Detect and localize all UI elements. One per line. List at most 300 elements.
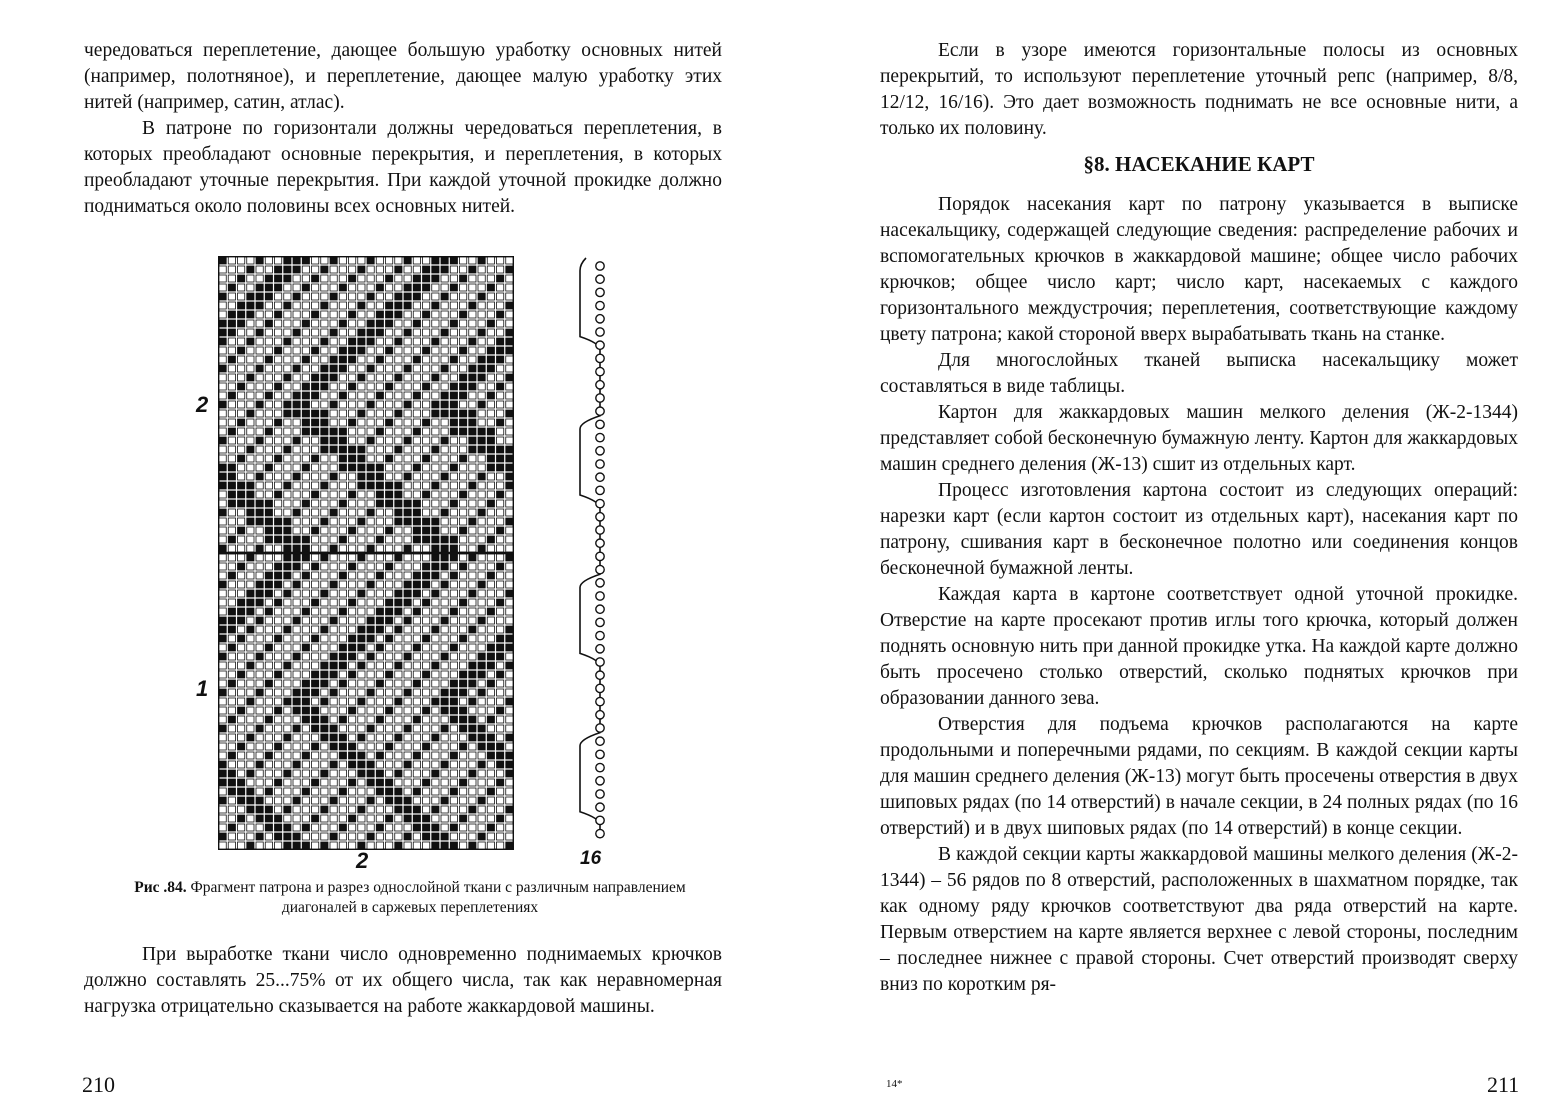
grid-cell	[506, 554, 513, 561]
grid-cell	[247, 635, 254, 642]
grid-cell	[423, 509, 430, 516]
grid-cell	[478, 311, 485, 318]
grid-cell	[367, 527, 374, 534]
grid-cell	[376, 590, 383, 597]
grid-cell	[395, 302, 402, 309]
grid-cell	[339, 680, 346, 687]
grid-cell	[238, 329, 245, 336]
weft-thread	[596, 579, 604, 587]
grid-cell	[386, 374, 393, 381]
grid-cell	[376, 788, 383, 795]
grid-cell	[460, 608, 467, 615]
grid-cell	[312, 752, 319, 759]
grid-cell	[339, 491, 346, 498]
grid-cell	[247, 419, 254, 426]
grid-cell	[478, 401, 485, 408]
grid-cell	[219, 671, 226, 678]
grid-cell	[487, 437, 494, 444]
grid-cell	[247, 356, 254, 363]
grid-cell	[506, 626, 513, 633]
grid-cell	[312, 770, 319, 777]
grid-cell	[404, 266, 411, 273]
grid-cell	[358, 356, 365, 363]
grid-cell	[460, 779, 467, 786]
grid-cell	[330, 536, 337, 543]
grid-cell	[506, 689, 513, 696]
grid-cell	[395, 680, 402, 687]
grid-cell	[450, 698, 457, 705]
weft-thread	[596, 777, 604, 785]
grid-cell	[330, 563, 337, 570]
grid-cell	[330, 419, 337, 426]
grid-cell	[284, 626, 291, 633]
grid-cell	[302, 293, 309, 300]
grid-cell	[321, 581, 328, 588]
grid-cell	[404, 635, 411, 642]
grid-cell	[441, 509, 448, 516]
grid-cell	[432, 770, 439, 777]
grid-cell	[367, 329, 374, 336]
grid-cell	[423, 779, 430, 786]
grid-cell	[478, 518, 485, 525]
grid-cell	[487, 536, 494, 543]
grid-cell	[247, 509, 254, 516]
grid-cell	[238, 266, 245, 273]
grid-cell	[219, 743, 226, 750]
grid-cell	[469, 518, 476, 525]
grid-cell	[404, 482, 411, 489]
grid-cell	[460, 626, 467, 633]
grid-cell	[238, 374, 245, 381]
grid-cell	[441, 698, 448, 705]
grid-cell	[450, 680, 457, 687]
grid-cell	[413, 365, 420, 372]
grid-cell	[312, 563, 319, 570]
grid-cell	[432, 842, 439, 849]
grid-cell	[386, 257, 393, 264]
grid-cell	[284, 293, 291, 300]
grid-cell	[219, 725, 226, 732]
grid-cell	[302, 752, 309, 759]
grid-cell	[469, 473, 476, 480]
grid-cell	[367, 419, 374, 426]
grid-cell	[469, 563, 476, 570]
grid-cell	[423, 797, 430, 804]
grid-cell	[478, 410, 485, 417]
grid-cell	[404, 734, 411, 741]
grid-cell	[367, 437, 374, 444]
grid-cell	[497, 716, 504, 723]
grid-cell	[469, 257, 476, 264]
grid-cell	[330, 491, 337, 498]
grid-cell	[302, 311, 309, 318]
grid-cell	[275, 383, 282, 390]
grid-cell	[265, 347, 272, 354]
grid-cell	[497, 590, 504, 597]
grid-cell	[395, 707, 402, 714]
grid-cell	[506, 482, 513, 489]
grid-cell	[302, 419, 309, 426]
grid-cell	[395, 716, 402, 723]
grid-cell	[284, 671, 291, 678]
grid-cell	[219, 707, 226, 714]
grid-cell	[219, 509, 226, 516]
grid-cell	[423, 581, 430, 588]
grid-cell	[506, 419, 513, 426]
grid-cell	[293, 509, 300, 516]
grid-cell	[256, 320, 263, 327]
grid-cell	[469, 500, 476, 507]
grid-cell	[487, 500, 494, 507]
grid-cell	[367, 482, 374, 489]
grid-cell	[238, 653, 245, 660]
grid-cell	[478, 698, 485, 705]
grid-cell	[275, 635, 282, 642]
grid-cell	[330, 275, 337, 282]
grid-cell	[339, 482, 346, 489]
grid-cell	[376, 770, 383, 777]
grid-cell	[441, 761, 448, 768]
grid-cell	[312, 284, 319, 291]
grid-cell	[219, 770, 226, 777]
grid-cell	[404, 455, 411, 462]
grid-cell	[450, 833, 457, 840]
grid-cell	[349, 500, 356, 507]
grid-cell	[275, 599, 282, 606]
grid-cell	[497, 266, 504, 273]
grid-cell	[256, 356, 263, 363]
grid-cell	[247, 365, 254, 372]
grid-cell	[302, 320, 309, 327]
grid-cell	[256, 527, 263, 534]
grid-cell	[506, 671, 513, 678]
grid-cell	[256, 257, 263, 264]
grid-cell	[228, 716, 235, 723]
grid-cell	[358, 491, 365, 498]
grid-cell	[450, 779, 457, 786]
grid-cell	[423, 590, 430, 597]
grid-cell	[339, 401, 346, 408]
grid-cell	[330, 527, 337, 534]
grid-cell	[404, 662, 411, 669]
grid-cell	[506, 653, 513, 660]
grid-cell	[321, 518, 328, 525]
grid-cell	[423, 518, 430, 525]
grid-cell	[450, 374, 457, 381]
grid-cell	[469, 347, 476, 354]
grid-cell	[450, 815, 457, 822]
grid-cell	[441, 617, 448, 624]
grid-cell	[339, 662, 346, 669]
grid-cell	[478, 320, 485, 327]
grid-cell	[469, 437, 476, 444]
grid-cell	[339, 707, 346, 714]
grid-cell	[469, 419, 476, 426]
grid-cell	[302, 653, 309, 660]
grid-cell	[460, 410, 467, 417]
grid-cell	[312, 491, 319, 498]
grid-cell	[386, 473, 393, 480]
grid-cell	[321, 536, 328, 543]
grid-cell	[321, 563, 328, 570]
grid-cell	[349, 671, 356, 678]
grid-cell	[302, 527, 309, 534]
grid-cell	[478, 662, 485, 669]
grid-cell	[256, 653, 263, 660]
grid-cell	[506, 329, 513, 336]
grid-cell	[228, 824, 235, 831]
grid-cell	[450, 428, 457, 435]
figure-caption-text: Фрагмент патрона и разрез однослойной ткани с различным направлением диагоналей в саржевых переплетениях	[190, 879, 686, 916]
grid-cell	[469, 545, 476, 552]
grid-cell	[395, 815, 402, 822]
grid-cell	[284, 761, 291, 768]
grid-cell	[228, 626, 235, 633]
grid-cell	[460, 446, 467, 453]
grid-cell	[478, 725, 485, 732]
grid-cell	[265, 662, 272, 669]
grid-cell	[256, 590, 263, 597]
grid-cell	[460, 275, 467, 282]
grid-cell	[450, 824, 457, 831]
grid-cell	[284, 419, 291, 426]
grid-cell	[312, 338, 319, 345]
grid-cell	[441, 752, 448, 759]
grid-cell	[339, 347, 346, 354]
grid-cell	[358, 311, 365, 318]
grid-cell	[247, 500, 254, 507]
grid-cell	[386, 707, 393, 714]
weft-thread	[596, 354, 604, 362]
grid-cell	[238, 473, 245, 480]
grid-cell	[487, 770, 494, 777]
grid-cell	[460, 743, 467, 750]
grid-cell	[219, 257, 226, 264]
grid-cell	[321, 437, 328, 444]
grid-cell	[275, 644, 282, 651]
weft-thread	[596, 381, 604, 389]
grid-cell	[506, 725, 513, 732]
grid-cell	[238, 770, 245, 777]
grid-cell	[478, 824, 485, 831]
grid-cell	[238, 617, 245, 624]
grid-cell	[358, 275, 365, 282]
grid-cell	[330, 815, 337, 822]
grid-cell	[349, 437, 356, 444]
grid-cell	[413, 707, 420, 714]
grid-cell	[219, 293, 226, 300]
grid-cell	[441, 302, 448, 309]
grid-cell	[330, 752, 337, 759]
grid-cell	[487, 797, 494, 804]
grid-cell	[339, 716, 346, 723]
grid-cell	[469, 383, 476, 390]
grid-cell	[321, 320, 328, 327]
grid-cell	[506, 374, 513, 381]
grid-cell	[432, 833, 439, 840]
grid-cell	[275, 257, 282, 264]
grid-cell	[265, 257, 272, 264]
grid-cell	[228, 536, 235, 543]
grid-cell	[265, 446, 272, 453]
grid-cell	[238, 491, 245, 498]
grid-cell	[506, 590, 513, 597]
grid-cell	[423, 833, 430, 840]
grid-cell	[423, 428, 430, 435]
grid-cell	[460, 392, 467, 399]
grid-cell	[432, 662, 439, 669]
grid-cell	[395, 797, 402, 804]
grid-cell	[321, 455, 328, 462]
grid-cell	[460, 302, 467, 309]
grid-cell	[349, 374, 356, 381]
grid-cell	[312, 608, 319, 615]
grid-cell	[423, 554, 430, 561]
grid-cell	[349, 653, 356, 660]
grid-cell	[247, 320, 254, 327]
weft-thread	[596, 684, 604, 692]
grid-cell	[460, 320, 467, 327]
grid-cell	[321, 833, 328, 840]
grid-cell	[497, 302, 504, 309]
grid-cell	[367, 617, 374, 624]
grid-cell	[487, 383, 494, 390]
grid-cell	[478, 500, 485, 507]
grid-cell	[423, 275, 430, 282]
grid-cell	[432, 734, 439, 741]
grid-cell	[312, 428, 319, 435]
grid-cell	[395, 365, 402, 372]
grid-cell	[349, 455, 356, 462]
grid-cell	[506, 446, 513, 453]
grid-cell	[386, 482, 393, 489]
grid-cell	[386, 563, 393, 570]
grid-cell	[376, 455, 383, 462]
grid-cell	[487, 635, 494, 642]
grid-cell	[506, 500, 513, 507]
grid-cell	[228, 473, 235, 480]
grid-cell	[284, 320, 291, 327]
grid-cell	[395, 842, 402, 849]
grid-cell	[432, 599, 439, 606]
grid-cell	[460, 788, 467, 795]
grid-cell	[432, 680, 439, 687]
grid-cell	[460, 563, 467, 570]
grid-cell	[312, 653, 319, 660]
grid-cell	[265, 554, 272, 561]
grid-cell	[478, 797, 485, 804]
grid-cell	[432, 779, 439, 786]
grid-cell	[376, 482, 383, 489]
grid-cell	[413, 320, 420, 327]
grid-cell	[302, 698, 309, 705]
right-intro-text	[880, 38, 1518, 142]
grid-cell	[321, 599, 328, 606]
grid-cell	[395, 428, 402, 435]
grid-cell	[423, 635, 430, 642]
grid-cell	[506, 365, 513, 372]
grid-cell	[293, 725, 300, 732]
weft-thread	[596, 565, 604, 573]
grid-cell	[460, 266, 467, 273]
grid-cell	[441, 500, 448, 507]
grid-cell	[349, 383, 356, 390]
grid-cell	[413, 266, 420, 273]
grid-cell	[228, 752, 235, 759]
grid-cell	[275, 374, 282, 381]
paragraph: Порядок насекания карт по патрону указывается в выписке насекальщику, содержащей следующие сведения: распределение рабочих и вспомогательных крючков в жаккардовой машине; общее число рабочих крючков; общее число карт; число карт, насекаемых с каждого горизонтального междустрочия; переплетения, соответствующие каждому цвету патрона; какой стороной вверх вырабатывать ткань на станке.	[880, 194, 1518, 345]
grid-cell	[460, 437, 467, 444]
grid-cell	[321, 653, 328, 660]
grid-cell	[367, 698, 374, 705]
grid-cell	[506, 770, 513, 777]
grid-cell	[219, 779, 226, 786]
grid-cell	[339, 509, 346, 516]
grid-cell	[219, 329, 226, 336]
grid-cell	[228, 842, 235, 849]
grid-cell	[275, 356, 282, 363]
grid-cell	[395, 833, 402, 840]
grid-cell	[330, 428, 337, 435]
grid-cell	[376, 392, 383, 399]
grid-cell	[478, 788, 485, 795]
grid-cell	[376, 635, 383, 642]
grid-cell	[413, 347, 420, 354]
grid-cell	[469, 653, 476, 660]
grid-cell	[432, 401, 439, 408]
grid-cell	[238, 518, 245, 525]
grid-cell	[228, 581, 235, 588]
grid-cell	[487, 257, 494, 264]
grid-cell	[441, 410, 448, 417]
grid-cell	[376, 266, 383, 273]
grid-cell	[460, 635, 467, 642]
grid-cell	[432, 527, 439, 534]
grid-cell	[293, 491, 300, 498]
grid-cell	[450, 590, 457, 597]
grid-cell	[404, 284, 411, 291]
grid-cell	[265, 842, 272, 849]
grid-cell	[339, 698, 346, 705]
grid-cell	[432, 257, 439, 264]
grid-cell	[330, 806, 337, 813]
grid-cell	[386, 761, 393, 768]
grid-cell	[321, 419, 328, 426]
grid-cell	[469, 428, 476, 435]
grid-cell	[469, 842, 476, 849]
grid-cell	[460, 752, 467, 759]
grid-cell	[487, 329, 494, 336]
grid-cell	[247, 266, 254, 273]
grid-cell	[506, 302, 513, 309]
grid-cell	[413, 689, 420, 696]
grid-cell	[432, 698, 439, 705]
grid-cell	[330, 356, 337, 363]
grid-cell	[330, 761, 337, 768]
grid-cell	[478, 563, 485, 570]
grid-cell	[247, 680, 254, 687]
grid-cell	[339, 797, 346, 804]
grid-cell	[302, 446, 309, 453]
grid-cell	[349, 320, 356, 327]
grid-cell	[321, 680, 328, 687]
grid-cell	[358, 743, 365, 750]
grid-cell	[413, 419, 420, 426]
grid-cell	[247, 797, 254, 804]
grid-cell	[497, 293, 504, 300]
grid-cell	[450, 383, 457, 390]
weft-thread	[596, 486, 604, 494]
